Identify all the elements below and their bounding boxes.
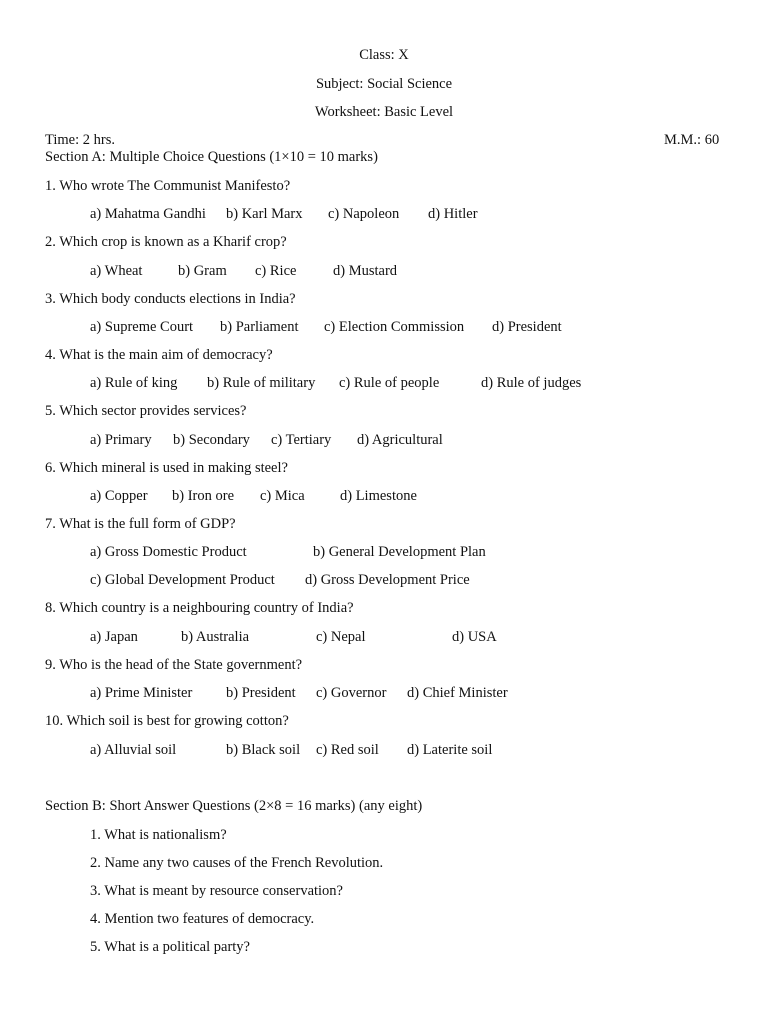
mcq-option: d) Limestone <box>340 488 417 504</box>
mcq-option: a) Prime Minister <box>90 685 193 701</box>
mcq-option: a) Supreme Court <box>90 319 194 335</box>
mcq-option: d) USA <box>452 629 497 645</box>
mcq-option: a) Gross Domestic Product <box>90 544 247 560</box>
mcq-option: c) Mica <box>260 488 305 504</box>
mcq-question: 4. What is the main aim of democracy? <box>45 347 273 363</box>
mcq-question: 5. Which sector provides services? <box>45 403 247 419</box>
mcq-option: c) Red soil <box>316 742 379 758</box>
mcq-option: a) Wheat <box>90 263 143 279</box>
mcq-option: c) Election Commission <box>324 319 465 335</box>
mcq-option: d) President <box>492 319 562 335</box>
mcq-option: c) Tertiary <box>271 432 332 448</box>
mcq-option: b) Gram <box>178 263 227 279</box>
mcq-option: a) Primary <box>90 432 152 448</box>
mcq-option: a) Mahatma Gandhi <box>90 206 206 222</box>
mcq-option: b) Parliament <box>220 319 299 335</box>
mcq-option: d) Hitler <box>428 206 478 222</box>
mcq-option: b) President <box>226 685 296 701</box>
mcq-option: c) Napoleon <box>328 206 400 222</box>
short-answer-question: 3. What is meant by resource conservation? <box>90 883 343 899</box>
short-answer-question: 1. What is nationalism? <box>90 827 227 843</box>
mcq-option: c) Nepal <box>316 629 366 645</box>
short-answer-question: 2. Name any two causes of the French Revolution. <box>90 855 384 871</box>
short-answer-question: 5. What is a political party? <box>90 939 250 955</box>
mcq-option: a) Rule of king <box>90 375 178 391</box>
mcq-option: d) Gross Development Price <box>305 572 470 588</box>
max-marks-label: M.M.: 60 <box>664 132 720 148</box>
mcq-option: a) Japan <box>90 629 138 645</box>
mcq-question: 9. Who is the head of the State government? <box>45 657 303 673</box>
mcq-question: 1. Who wrote The Communist Manifesto? <box>45 178 291 194</box>
mcq-option: d) Agricultural <box>357 432 443 448</box>
subject-line: Subject: Social Science <box>315 76 453 92</box>
section-b-heading: Section B: Short Answer Questions (2×8 = 16 marks) (any eight) <box>45 798 423 814</box>
worksheet-title: Worksheet: Basic Level <box>314 104 454 120</box>
mcq-option: d) Laterite soil <box>407 742 493 758</box>
mcq-question: 7. What is the full form of GDP? <box>45 516 236 532</box>
mcq-option: c) Governor <box>316 685 387 701</box>
mcq-option: b) Iron ore <box>172 488 235 504</box>
short-answer-question: 4. Mention two features of democracy. <box>90 911 315 927</box>
class-line: Class: X <box>359 47 409 63</box>
time-label: Time: 2 hrs. <box>45 132 115 148</box>
mcq-option: c) Rule of people <box>339 375 440 391</box>
mcq-option: c) Rice <box>255 263 297 279</box>
mcq-option: c) Global Development Product <box>90 572 275 588</box>
mcq-option: d) Chief Minister <box>407 685 508 701</box>
mcq-question: 3. Which body conducts elections in India? <box>45 291 296 307</box>
mcq-question: 2. Which crop is known as a Kharif crop? <box>45 234 287 250</box>
mcq-option: a) Copper <box>90 488 148 504</box>
mcq-option: b) General Development Plan <box>313 544 486 560</box>
mcq-option: d) Rule of judges <box>481 375 582 391</box>
mcq-option: b) Karl Marx <box>226 206 303 222</box>
mcq-option: d) Mustard <box>333 263 398 279</box>
mcq-option: a) Alluvial soil <box>90 742 177 758</box>
section-a-heading: Section A: Multiple Choice Questions (1×10 = 10 marks) <box>45 149 378 165</box>
mcq-option: b) Secondary <box>173 432 250 448</box>
mcq-question: 10. Which soil is best for growing cotton? <box>45 713 289 729</box>
mcq-question: 8. Which country is a neighbouring country of India? <box>45 600 354 616</box>
mcq-option: b) Rule of military <box>207 375 316 391</box>
mcq-option: b) Australia <box>181 629 250 645</box>
mcq-option: b) Black soil <box>226 742 301 758</box>
mcq-question: 6. Which mineral is used in making steel? <box>45 460 288 476</box>
